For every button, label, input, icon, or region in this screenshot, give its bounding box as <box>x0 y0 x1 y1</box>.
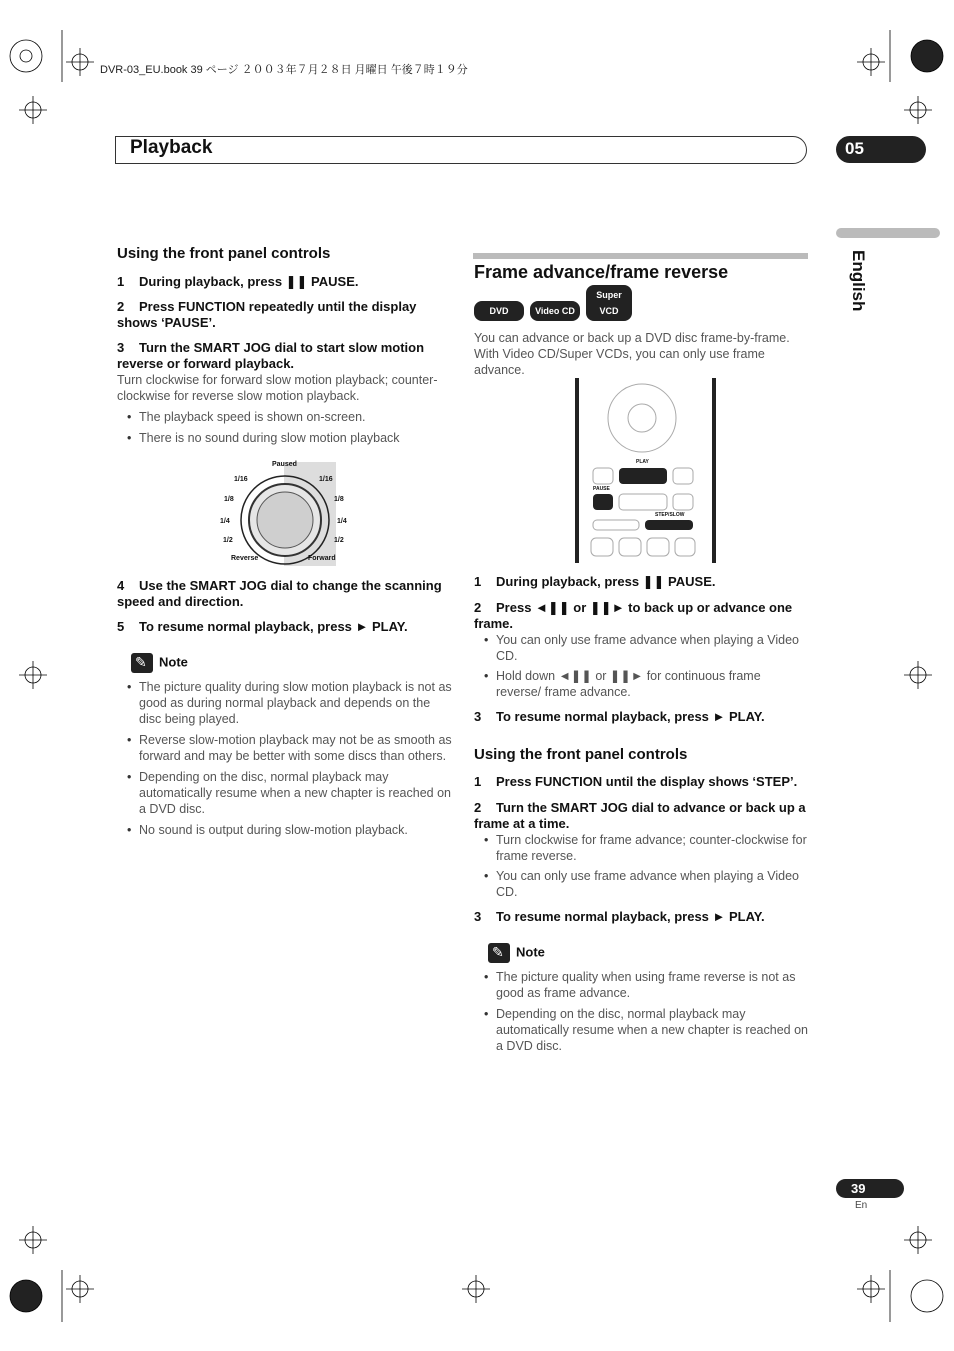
note-icon <box>131 653 153 673</box>
remote-illustration <box>575 378 716 563</box>
chip-video-cd: Video CD <box>530 301 580 321</box>
right-bullet: • You can only use frame advance when playing a Video CD. <box>474 868 809 900</box>
left-step-5: 5 To resume normal playback, press ► PLAY. <box>117 619 408 634</box>
chapter-number: 05 <box>845 139 864 158</box>
dial-label: 1/8 <box>334 496 344 503</box>
right-bullet: • Turn clockwise for frame advance; counter-clockwise for frame reverse. <box>474 832 809 864</box>
chapter-badge <box>836 136 926 163</box>
left-note-bullet: • Reverse slow-motion playback may not be as smooth as forward and may be better with some discs than others. <box>117 732 452 764</box>
left-step-3: 3 Turn the SMART JOG dial to start slow motion reverse or forward playback. <box>117 340 425 371</box>
chip-super-vcd: Super VCD <box>586 285 632 321</box>
right-step-b2: 2 Turn the SMART JOG dial to advance or back up a frame at a time. <box>474 800 806 831</box>
header-bar <box>115 136 807 164</box>
right-step-b3: 3 To resume normal playback, press ► PLAY. <box>474 909 765 924</box>
page-number-badge <box>836 1179 904 1198</box>
dial-label-forward: Forward <box>308 555 336 562</box>
language-label: English <box>849 250 868 312</box>
left-step-1: 1 During playback, press ❚❚ PAUSE. <box>117 274 359 289</box>
dial-label: 1/2 <box>334 537 344 544</box>
left-bullet: • There is no sound during slow motion playback <box>117 430 452 446</box>
remote-pause-label: PAUSE <box>593 486 610 492</box>
right-note-heading: ✎Note <box>488 943 809 963</box>
dial-label: 1/16 <box>234 476 248 483</box>
right-step-1: 1 During playback, press ❚❚ PAUSE. <box>474 574 716 589</box>
right-heading-2: Using the front panel controls <box>474 746 688 763</box>
page-title: Playback <box>130 137 213 158</box>
right-step-3: 3 To resume normal playback, press ► PLAY. <box>474 709 765 724</box>
left-column <box>117 246 452 446</box>
disc-chips <box>474 285 809 321</box>
right-bullet: • You can only use frame advance when playing a Video CD. <box>474 632 809 664</box>
note-icon <box>488 943 510 963</box>
file-meta: DVR-03_EU.book 39 ページ ２００３年７月２８日 月曜日 午後７時１９分 <box>100 64 468 76</box>
left-note-heading: ✎Note <box>131 653 452 673</box>
dial-label: 1/16 <box>319 476 333 483</box>
right-bullet: • Hold down ◄❚❚ or ❚❚► for continuous frame reverse/ frame advance. <box>474 668 809 700</box>
right-note-bullet: • Depending on the disc, normal playback may automatically resume when a new chapter is reached on a DVD disc. <box>474 1006 809 1054</box>
dial-label: 1/2 <box>223 537 233 544</box>
smart-jog-dial-illustration <box>210 458 360 568</box>
left-column-lower <box>117 578 452 838</box>
left-step-2: 2 Press FUNCTION repeatedly until the display shows ‘PAUSE’. <box>117 299 417 330</box>
page-number: 39 <box>851 1181 866 1196</box>
section-intro: You can advance or back up a DVD disc frame-by-frame. With Video CD/Super VCDs, you can only use frame advance. <box>474 331 790 377</box>
right-column <box>474 264 809 378</box>
left-step3-body: Turn clockwise for forward slow motion playback; counter-clockwise for reverse slow motion playback. <box>117 373 438 403</box>
language-bar <box>836 228 940 238</box>
left-note-bullet: • Depending on the disc, normal playback may automatically resume when a new chapter is reached on a DVD disc. <box>117 769 452 817</box>
remote-play-label: PLAY <box>636 459 649 465</box>
dial-label: 1/4 <box>337 518 347 525</box>
right-step-2: 2 Press ◄❚❚ or ❚❚► to back up or advance one frame. <box>474 600 793 631</box>
section-title: Frame advance/frame reverse <box>474 262 729 282</box>
left-step-4: 4 Use the SMART JOG dial to change the scanning speed and direction. <box>117 578 442 609</box>
dial-label-reverse: Reverse <box>231 555 259 562</box>
left-note-bullet: • The picture quality during slow motion playback is not as good as during normal playback and depends on the disc being played. <box>117 679 452 727</box>
dial-label: 1/8 <box>224 496 234 503</box>
right-step-b1: 1 Press FUNCTION until the display shows ‘STEP’. <box>474 774 798 789</box>
right-column-lower <box>474 574 809 1054</box>
dial-label-paused: Paused <box>272 461 297 468</box>
left-note-bullet: • No sound is output during slow-motion playback. <box>117 822 452 838</box>
remote-step-label: STEP/SLOW <box>655 512 685 518</box>
dial-label: 1/4 <box>220 518 230 525</box>
left-heading: Using the front panel controls <box>117 245 331 262</box>
section-rule <box>473 253 808 259</box>
right-note-bullet: • The picture quality when using frame reverse is not as good as frame advance. <box>474 969 809 1001</box>
left-bullet: • The playback speed is shown on-screen. <box>117 409 452 425</box>
chip-dvd: DVD <box>474 301 524 321</box>
page-lang: En <box>855 1200 868 1211</box>
